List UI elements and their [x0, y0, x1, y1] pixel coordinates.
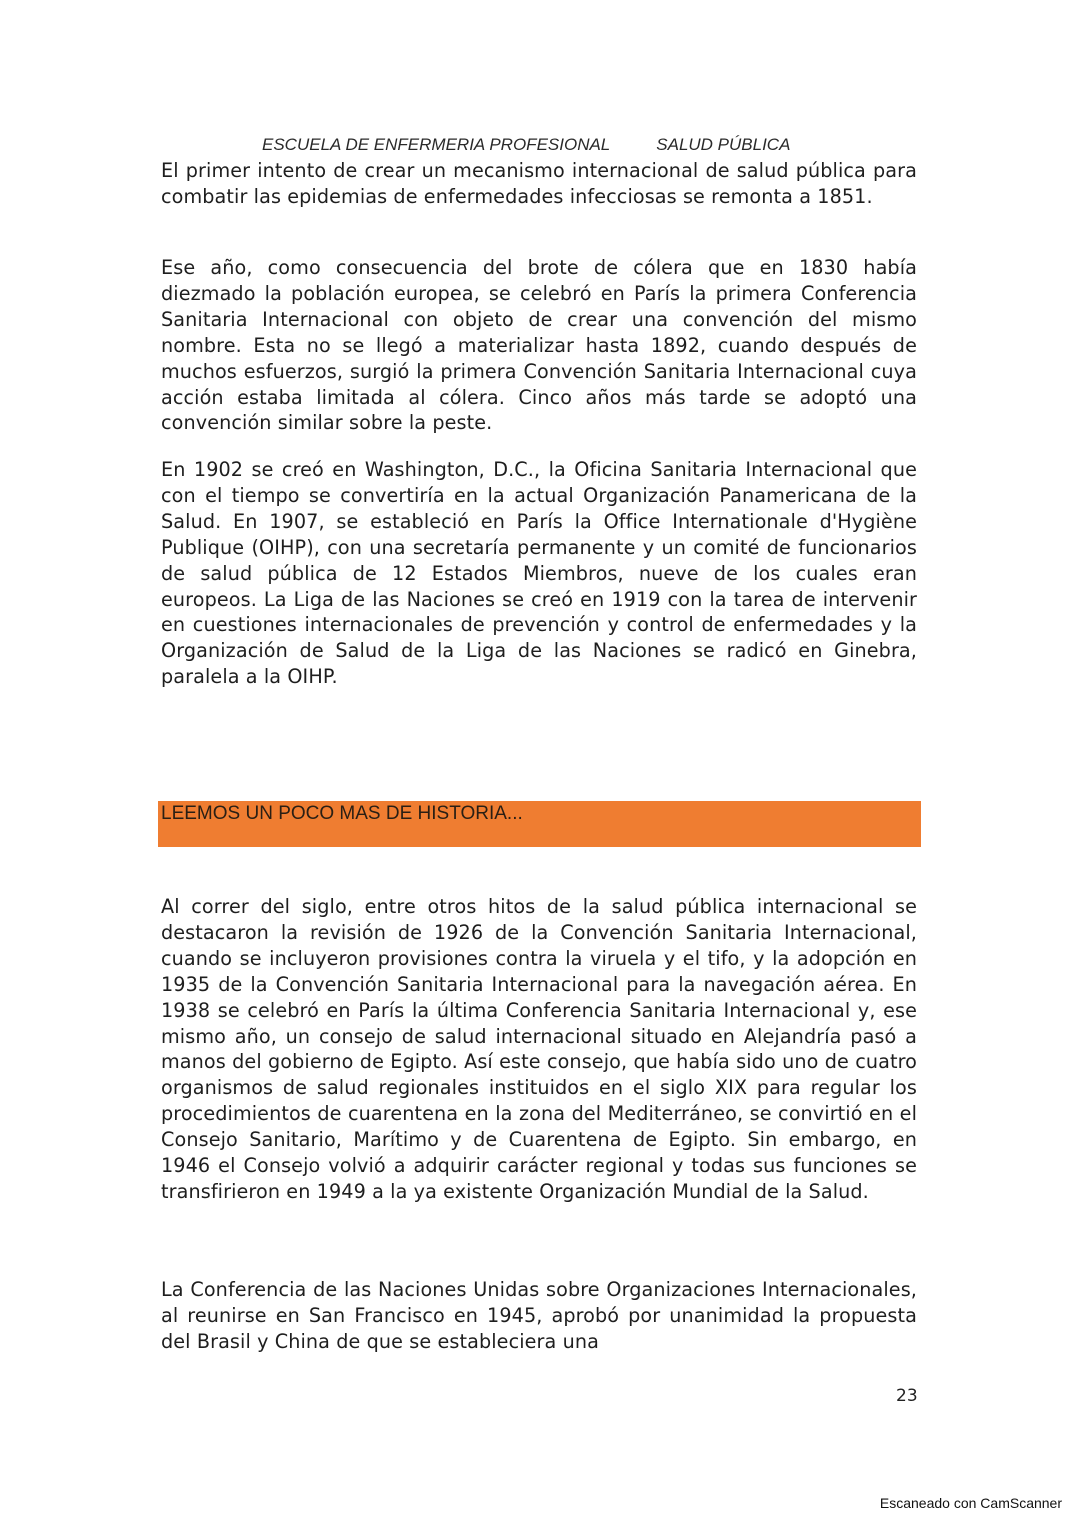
page-number: 23	[896, 1386, 918, 1406]
paragraph-2: Ese año, como consecuencia del brote de cólera que en 1830 había diezmado la población europea, se celebró en París la primera Conferencia Sanitaria Internacional con objeto de crear una convención del mismo nombre. Esta no se llegó a materializar hasta 1892, cuando después de muchos esfuerzos, surgió la primera Convención Sanitaria Internacional cuya acción estaba limitada al cólera. Cinco años más tarde se adoptó una convención similar sobre la peste.	[161, 256, 917, 435]
paragraph-5: La Conferencia de las Naciones Unidas sobre Organizaciones Internacionales, al reunirse en San Francisco en 1945, aprobó por unanimidad la propuesta del Brasil y China de que se estableciera una	[161, 1278, 917, 1353]
section-banner-label: LEEMOS UN POCO MAS DE HISTORIA...	[161, 803, 523, 824]
paragraph-3: En 1902 se creó en Washington, D.C., la Oficina Sanitaria Internacional que con el tiempo se convertiría en la actual Organización Panamericana de la Salud. En 1907, se estableció en París la Office Internationale d'Hygiène Publique (OIHP), con una secretaría permanente y un comité de funcionarios de salud pública de 12 Estados Miembros, nueve de los cuales eran europeos. La Liga de las Naciones se creó en 1919 con la tarea de intervenir en cuestiones internacionales de prevención y control de enfermedades y la Organización de Salud de la Liga de las Naciones se radicó en Ginebra, paralela a la OIHP.	[161, 458, 917, 689]
header-subject: SALUD PÚBLICA	[656, 135, 791, 154]
section-banner	[158, 801, 921, 847]
scanner-watermark: Escaneado con CamScanner	[879, 1495, 1062, 1511]
page-header	[262, 135, 790, 155]
paragraph-4: Al correr del siglo, entre otros hitos de la salud pública internacional se destacaron la revisión de 1926 de la Convención Sanitaria Internacional, cuando se incluyeron provisiones contra la viruela y el tifo, y la adopción en 1935 de la Convención Sanitaria Internacional para la navegación aérea. En 1938 se celebró en París la última Conferencia Sanitaria Internacional y, ese mismo año, un consejo de salud internacional situado en Alejandría pasó a manos del gobierno de Egipto. Así este consejo, que había sido uno de cuatro organismos de salud regionales instituidos en el siglo XIX para regular los procedimientos de cuarentena en la zona del Mediterráneo, se convirtió en el Consejo Sanitario, Marítimo y de Cuarentena de Egipto. Sin embargo, en 1946 el Consejo volvió a adquirir carácter regional y todas sus funciones se transfirieron en 1949 a la ya existente Organización Mundial de la Salud.	[161, 895, 917, 1203]
paragraph-1: El primer intento de crear un mecanismo internacional de salud pública para combatir las epidemias de enfermedades infecciosas se remonta a 1851.	[161, 159, 917, 208]
header-school: ESCUELA DE ENFERMERIA PROFESIONAL	[262, 135, 611, 154]
